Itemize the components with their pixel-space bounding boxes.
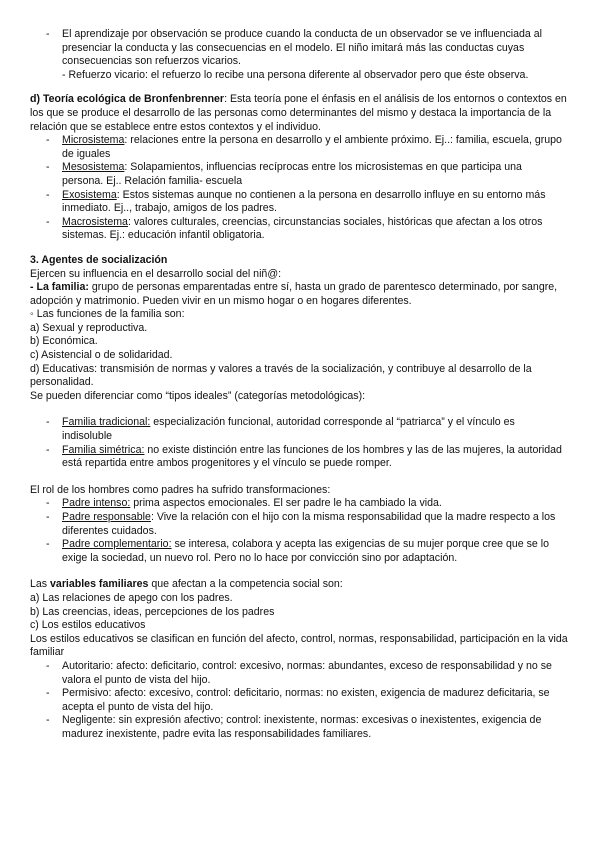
familia-paragraph <box>30 281 570 308</box>
variables-intro <box>30 578 570 592</box>
variable-item: a) Las relaciones de apego con los padres. <box>30 591 233 604</box>
bullet-dash: - <box>46 659 50 672</box>
bullet-dash: - <box>46 443 50 456</box>
list-item-term: Familia tradicional: <box>62 416 151 429</box>
bullet-dash: - <box>46 511 50 523</box>
list-item-term: Padre responsable <box>62 511 151 523</box>
variable-item: b) Las creencias, ideas, percepciones de los padres <box>30 605 275 618</box>
bullet-dash: - <box>46 538 50 551</box>
list-item-text: : Solapamientos, influencias recíprocas entre los microsistemas en que participa una persona. Ej.. Relación familia- escuela <box>62 161 522 187</box>
list-item-term: Familia simétrica: <box>62 443 145 456</box>
list-item <box>30 538 570 565</box>
bullet-dash: - <box>46 161 50 174</box>
list-item-text: se interesa, colabora y acepta las exigencias de su mujer porque cree que se lo exige la sociedad, un nuevo rol. Pero no lo hace por convicción sino por adaptación. <box>62 538 550 564</box>
tipos-list <box>30 416 570 470</box>
bullet-observacion <box>30 28 570 82</box>
bronfenbrenner-paragraph <box>30 93 570 134</box>
bronfenbrenner-list <box>30 134 570 243</box>
funciones-title: ◦ Las funciones de la familia son: <box>30 308 185 321</box>
list-item <box>30 687 570 714</box>
list-item <box>30 416 570 443</box>
list-item-text: : Estos sistemas aunque no contienen a la persona en desarrollo influye en su entorno más inmediato. Ej.., trabajo, amigos de los padres. <box>62 188 546 215</box>
funcion-item: d) Educativas: transmisión de normas y valores a través de la socialización, y contribuye al desarrollo de la personalidad. <box>30 362 532 389</box>
bullet-dash: - <box>46 215 50 228</box>
familia-label: - La familia: <box>30 281 89 294</box>
variable-item: c) Los estilos educativos <box>30 619 146 632</box>
funcion-item: a) Sexual y reproductiva. <box>30 321 148 334</box>
list-item <box>30 497 570 511</box>
bullet-dash: - <box>46 687 50 700</box>
list-item <box>30 660 570 687</box>
list-item-term: Padre complementario: <box>62 538 172 551</box>
bronfenbrenner-intro: : Esta teoría pone el énfasis en el análisis de los entornos o contextos en los que se produce el desarrollo de las personas como determinantes del mismo y destaca la importancia de la relación que se establece entre estos contextos y el individuo. <box>30 93 567 133</box>
list-item-text: especialización funcional, autoridad corresponde al “patriarca” y el vínculo es indisoluble <box>62 416 515 443</box>
bullet-dash: - <box>46 416 50 429</box>
bullet-dash: - <box>46 497 50 510</box>
list-item-text: Autoritario: afecto: deficitario, control: excesivo, normas: abundantes, exceso de responsabilidad y no se valora el punto de vista del hijo. <box>62 659 552 686</box>
list-item-term: Exosistema <box>62 188 117 201</box>
bullet-dash: - <box>46 134 50 147</box>
agentes-title <box>30 254 570 268</box>
bullet-dash: - <box>46 188 50 201</box>
bronfenbrenner-title: d) Teoría ecológica de Bronfenbrenner <box>30 93 225 106</box>
variables-prefix: Las <box>30 578 51 591</box>
list-item-text: : Vive la relación con el hijo con la misma responsabilidad que la madre respecto a los diferentes cuidados. <box>62 511 556 537</box>
padres-list <box>30 497 570 565</box>
agentes-intro: Ejercen su influencia en el desarrollo social del niñ@: <box>30 267 282 280</box>
list-item-term: Padre intenso: <box>62 497 131 510</box>
estilos-list <box>30 660 570 742</box>
list-item-text: Permisivo: afecto: excesivo, control: deficitario, normas: no existen, exigencia de madurez deficitaria, se acepta el punto de vista del hijo. <box>62 687 550 713</box>
list-item-text: Negligente: sin expresión afectivo; control: inexistente, normas: excesivas o inexistentes, exigencia de madurez inexistente, padre evita las responsabilidades familiares. <box>62 714 542 740</box>
funcion-item: b) Económica. <box>30 335 98 348</box>
familia-text: grupo de personas emparentadas entre sí, hasta un grado de parentesco determinado, por sangre, adopción y matrimonio. Pueden vivir en un mismo hogar o en hogares diferentes. <box>30 281 558 307</box>
rol-intro: El rol de los hombres como padres ha sufrido transformaciones: <box>30 483 331 496</box>
list-item-term: Mesosistema <box>62 161 125 174</box>
estilos-intro: Los estilos educativos se clasifican en función del afecto, control, normas, responsabilidad, participación en la vida familiar <box>30 632 568 659</box>
list-item-text: : valores culturales, creencias, circunstancias sociales, históricas que afectan a los otros sistemas. Ej.: educación infantil obligatoria. <box>62 215 543 242</box>
list-item <box>30 189 570 216</box>
refuerzo-vicario-text: - Refuerzo vicario: el refuerzo lo recibe una persona diferente al observador pero que éste observa. <box>62 68 529 81</box>
bullet-dash: - <box>46 28 50 40</box>
tipos-intro: Se pueden diferenciar como “tipos ideales” (categorías metodológicas): <box>30 389 366 402</box>
agentes-title-text: 3. Agentes de socialización <box>30 253 168 266</box>
list-item <box>30 134 570 161</box>
list-item-text: prima aspectos emocionales. El ser padre le ha cambiado la vida. <box>130 497 442 510</box>
bullet-dash: - <box>46 714 50 727</box>
funcion-item: c) Asistencial o de solidaridad. <box>30 349 173 362</box>
list-item-text: no existe distinción entre las funciones de los hombres y las de las mujeres, la autoridad está repartida entre ambos progenitores y el vínculo se puede romper. <box>62 443 562 470</box>
list-item-term: Microsistema <box>62 134 125 147</box>
list-item <box>30 216 570 243</box>
variables-bold: variables familiares <box>50 578 149 591</box>
observacion-text: El aprendizaje por observación se produce cuando la conducta de un observador se ve influenciada al presenciar la conducta y las consecuencias en el modelo. El niño imitará más las conductas cuyas consecuencias son refuerzos vicarios. <box>62 28 542 68</box>
list-item <box>30 444 570 471</box>
list-item-term: Macrosistema <box>62 215 128 228</box>
variables-suffix: que afectan a la competencia social son: <box>148 578 343 591</box>
list-item <box>30 714 570 741</box>
list-item <box>30 511 570 538</box>
list-item-text: : relaciones entre la persona en desarrollo y el ambiente próximo. Ej..: familia, escuela, grupo de iguales <box>62 134 562 160</box>
list-item <box>30 161 570 188</box>
